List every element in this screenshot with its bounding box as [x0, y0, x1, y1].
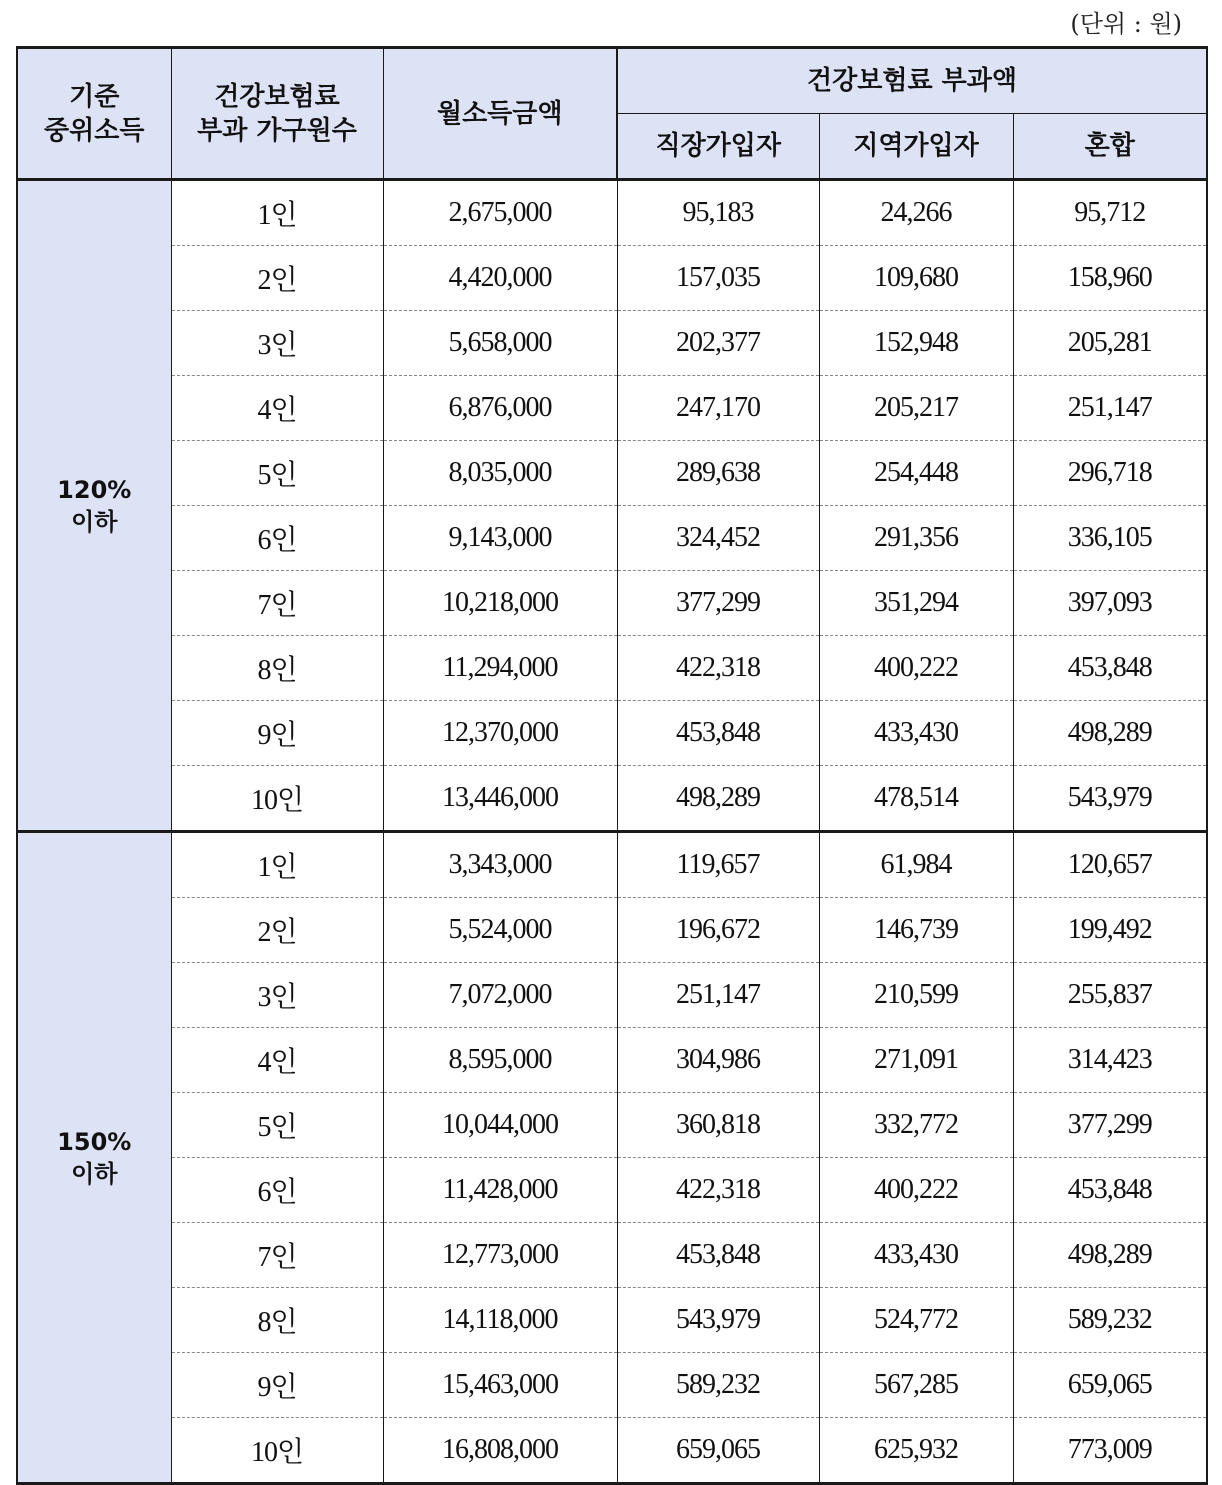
employee-premium-cell: 196,672	[617, 898, 819, 963]
table-row	[17, 1288, 1207, 1353]
table-row	[17, 571, 1207, 636]
monthly-income-cell: 10,218,000	[383, 571, 617, 636]
monthly-income-cell: 8,035,000	[383, 441, 617, 506]
household-size-cell: 9인	[171, 701, 383, 766]
table-row	[17, 376, 1207, 441]
household-size-cell: 3인	[171, 311, 383, 376]
group-label-line: 150%	[57, 1127, 132, 1156]
regional-premium-cell: 24,266	[819, 180, 1013, 246]
employee-premium-cell: 324,452	[617, 506, 819, 571]
household-size-cell: 7인	[171, 1223, 383, 1288]
group-label-line: 이하	[71, 1159, 118, 1188]
employee-premium-cell: 543,979	[617, 1288, 819, 1353]
household-size-cell: 8인	[171, 636, 383, 701]
header-premium-group: 건강보험료 부과액	[617, 48, 1207, 114]
regional-premium-cell: 152,948	[819, 311, 1013, 376]
regional-premium-cell: 524,772	[819, 1288, 1013, 1353]
household-size-cell: 7인	[171, 571, 383, 636]
regional-premium-cell: 146,739	[819, 898, 1013, 963]
monthly-income-cell: 2,675,000	[383, 180, 617, 246]
table-row	[17, 180, 1207, 246]
household-size-cell: 6인	[171, 506, 383, 571]
employee-premium-cell: 95,183	[617, 180, 819, 246]
household-size-cell: 5인	[171, 1093, 383, 1158]
household-size-cell: 1인	[171, 180, 383, 246]
header-mixed: 혼합	[1013, 114, 1207, 180]
employee-premium-cell: 498,289	[617, 766, 819, 832]
table-row	[17, 311, 1207, 376]
header-median-income-line1: 기준	[69, 81, 120, 112]
header-household-size-line1: 건강보험료	[214, 81, 340, 112]
employee-premium-cell: 251,147	[617, 963, 819, 1028]
table-row	[17, 246, 1207, 311]
table-row	[17, 1093, 1207, 1158]
mixed-premium-cell: 498,289	[1013, 701, 1207, 766]
table-row	[17, 766, 1207, 832]
mixed-premium-cell: 453,848	[1013, 636, 1207, 701]
mixed-premium-cell: 251,147	[1013, 376, 1207, 441]
employee-premium-cell: 304,986	[617, 1028, 819, 1093]
monthly-income-cell: 3,343,000	[383, 832, 617, 898]
table-row	[17, 506, 1207, 571]
monthly-income-cell: 11,428,000	[383, 1158, 617, 1223]
household-size-cell: 2인	[171, 898, 383, 963]
monthly-income-cell: 9,143,000	[383, 506, 617, 571]
group-label-line: 120%	[57, 475, 132, 504]
monthly-income-cell: 6,876,000	[383, 376, 617, 441]
mixed-premium-cell: 336,105	[1013, 506, 1207, 571]
mixed-premium-cell: 314,423	[1013, 1028, 1207, 1093]
household-size-cell: 10인	[171, 766, 383, 832]
employee-premium-cell: 422,318	[617, 1158, 819, 1223]
household-size-cell: 3인	[171, 963, 383, 1028]
regional-premium-cell: 291,356	[819, 506, 1013, 571]
mixed-premium-cell: 773,009	[1013, 1418, 1207, 1484]
employee-premium-cell: 453,848	[617, 1223, 819, 1288]
monthly-income-cell: 14,118,000	[383, 1288, 617, 1353]
mixed-premium-cell: 255,837	[1013, 963, 1207, 1028]
household-size-cell: 4인	[171, 1028, 383, 1093]
monthly-income-cell: 5,524,000	[383, 898, 617, 963]
table-row	[17, 636, 1207, 701]
employee-premium-cell: 453,848	[617, 701, 819, 766]
household-size-cell: 6인	[171, 1158, 383, 1223]
regional-premium-cell: 567,285	[819, 1353, 1013, 1418]
mixed-premium-cell: 205,281	[1013, 311, 1207, 376]
employee-premium-cell: 360,818	[617, 1093, 819, 1158]
household-size-cell: 2인	[171, 246, 383, 311]
median-income-group-label	[17, 832, 171, 1484]
table-row	[17, 1353, 1207, 1418]
employee-premium-cell: 119,657	[617, 832, 819, 898]
table-row	[17, 963, 1207, 1028]
table-row	[17, 832, 1207, 898]
table-row	[17, 1158, 1207, 1223]
unit-label: (단위 : 원)	[1070, 10, 1182, 38]
insurance-premium-table	[16, 46, 1208, 1485]
regional-premium-cell: 351,294	[819, 571, 1013, 636]
header-household-size-line2: 부과 가구원수	[197, 115, 357, 146]
mixed-premium-cell: 543,979	[1013, 766, 1207, 832]
mixed-premium-cell: 296,718	[1013, 441, 1207, 506]
monthly-income-cell: 15,463,000	[383, 1353, 617, 1418]
mixed-premium-cell: 377,299	[1013, 1093, 1207, 1158]
regional-premium-cell: 400,222	[819, 636, 1013, 701]
monthly-income-cell: 8,595,000	[383, 1028, 617, 1093]
monthly-income-cell: 16,808,000	[383, 1418, 617, 1484]
mixed-premium-cell: 659,065	[1013, 1353, 1207, 1418]
employee-premium-cell: 589,232	[617, 1353, 819, 1418]
regional-premium-cell: 210,599	[819, 963, 1013, 1028]
monthly-income-cell: 12,370,000	[383, 701, 617, 766]
header-employee-subscriber: 직장가입자	[617, 114, 819, 180]
employee-premium-cell: 659,065	[617, 1418, 819, 1484]
mixed-premium-cell: 498,289	[1013, 1223, 1207, 1288]
group-label-line: 이하	[71, 507, 118, 536]
mixed-premium-cell: 120,657	[1013, 832, 1207, 898]
regional-premium-cell: 478,514	[819, 766, 1013, 832]
regional-premium-cell: 625,932	[819, 1418, 1013, 1484]
employee-premium-cell: 377,299	[617, 571, 819, 636]
employee-premium-cell: 202,377	[617, 311, 819, 376]
regional-premium-cell: 332,772	[819, 1093, 1013, 1158]
header-median-income-line2: 중위소득	[44, 115, 145, 146]
header-median-income	[17, 48, 171, 180]
monthly-income-cell: 12,773,000	[383, 1223, 617, 1288]
mixed-premium-cell: 453,848	[1013, 1158, 1207, 1223]
monthly-income-cell: 4,420,000	[383, 246, 617, 311]
regional-premium-cell: 61,984	[819, 832, 1013, 898]
monthly-income-cell: 13,446,000	[383, 766, 617, 832]
median-income-group-label	[17, 180, 171, 832]
table-row	[17, 701, 1207, 766]
household-size-cell: 8인	[171, 1288, 383, 1353]
regional-premium-cell: 433,430	[819, 1223, 1013, 1288]
table-row	[17, 898, 1207, 963]
table-row	[17, 1418, 1207, 1484]
employee-premium-cell: 422,318	[617, 636, 819, 701]
monthly-income-cell: 11,294,000	[383, 636, 617, 701]
mixed-premium-cell: 199,492	[1013, 898, 1207, 963]
regional-premium-cell: 433,430	[819, 701, 1013, 766]
mixed-premium-cell: 589,232	[1013, 1288, 1207, 1353]
table-row	[17, 441, 1207, 506]
household-size-cell: 9인	[171, 1353, 383, 1418]
household-size-cell: 5인	[171, 441, 383, 506]
employee-premium-cell: 247,170	[617, 376, 819, 441]
table-row	[17, 1028, 1207, 1093]
household-size-cell: 1인	[171, 832, 383, 898]
header-regional-subscriber: 지역가입자	[819, 114, 1013, 180]
header-monthly-income: 월소득금액	[383, 48, 617, 180]
regional-premium-cell: 205,217	[819, 376, 1013, 441]
regional-premium-cell: 400,222	[819, 1158, 1013, 1223]
monthly-income-cell: 7,072,000	[383, 963, 617, 1028]
regional-premium-cell: 109,680	[819, 246, 1013, 311]
monthly-income-cell: 5,658,000	[383, 311, 617, 376]
header-household-size	[171, 48, 383, 180]
table-row	[17, 1223, 1207, 1288]
employee-premium-cell: 289,638	[617, 441, 819, 506]
regional-premium-cell: 254,448	[819, 441, 1013, 506]
mixed-premium-cell: 397,093	[1013, 571, 1207, 636]
regional-premium-cell: 271,091	[819, 1028, 1013, 1093]
table-body	[17, 180, 1207, 1484]
mixed-premium-cell: 95,712	[1013, 180, 1207, 246]
household-size-cell: 10인	[171, 1418, 383, 1484]
mixed-premium-cell: 158,960	[1013, 246, 1207, 311]
household-size-cell: 4인	[171, 376, 383, 441]
monthly-income-cell: 10,044,000	[383, 1093, 617, 1158]
employee-premium-cell: 157,035	[617, 246, 819, 311]
